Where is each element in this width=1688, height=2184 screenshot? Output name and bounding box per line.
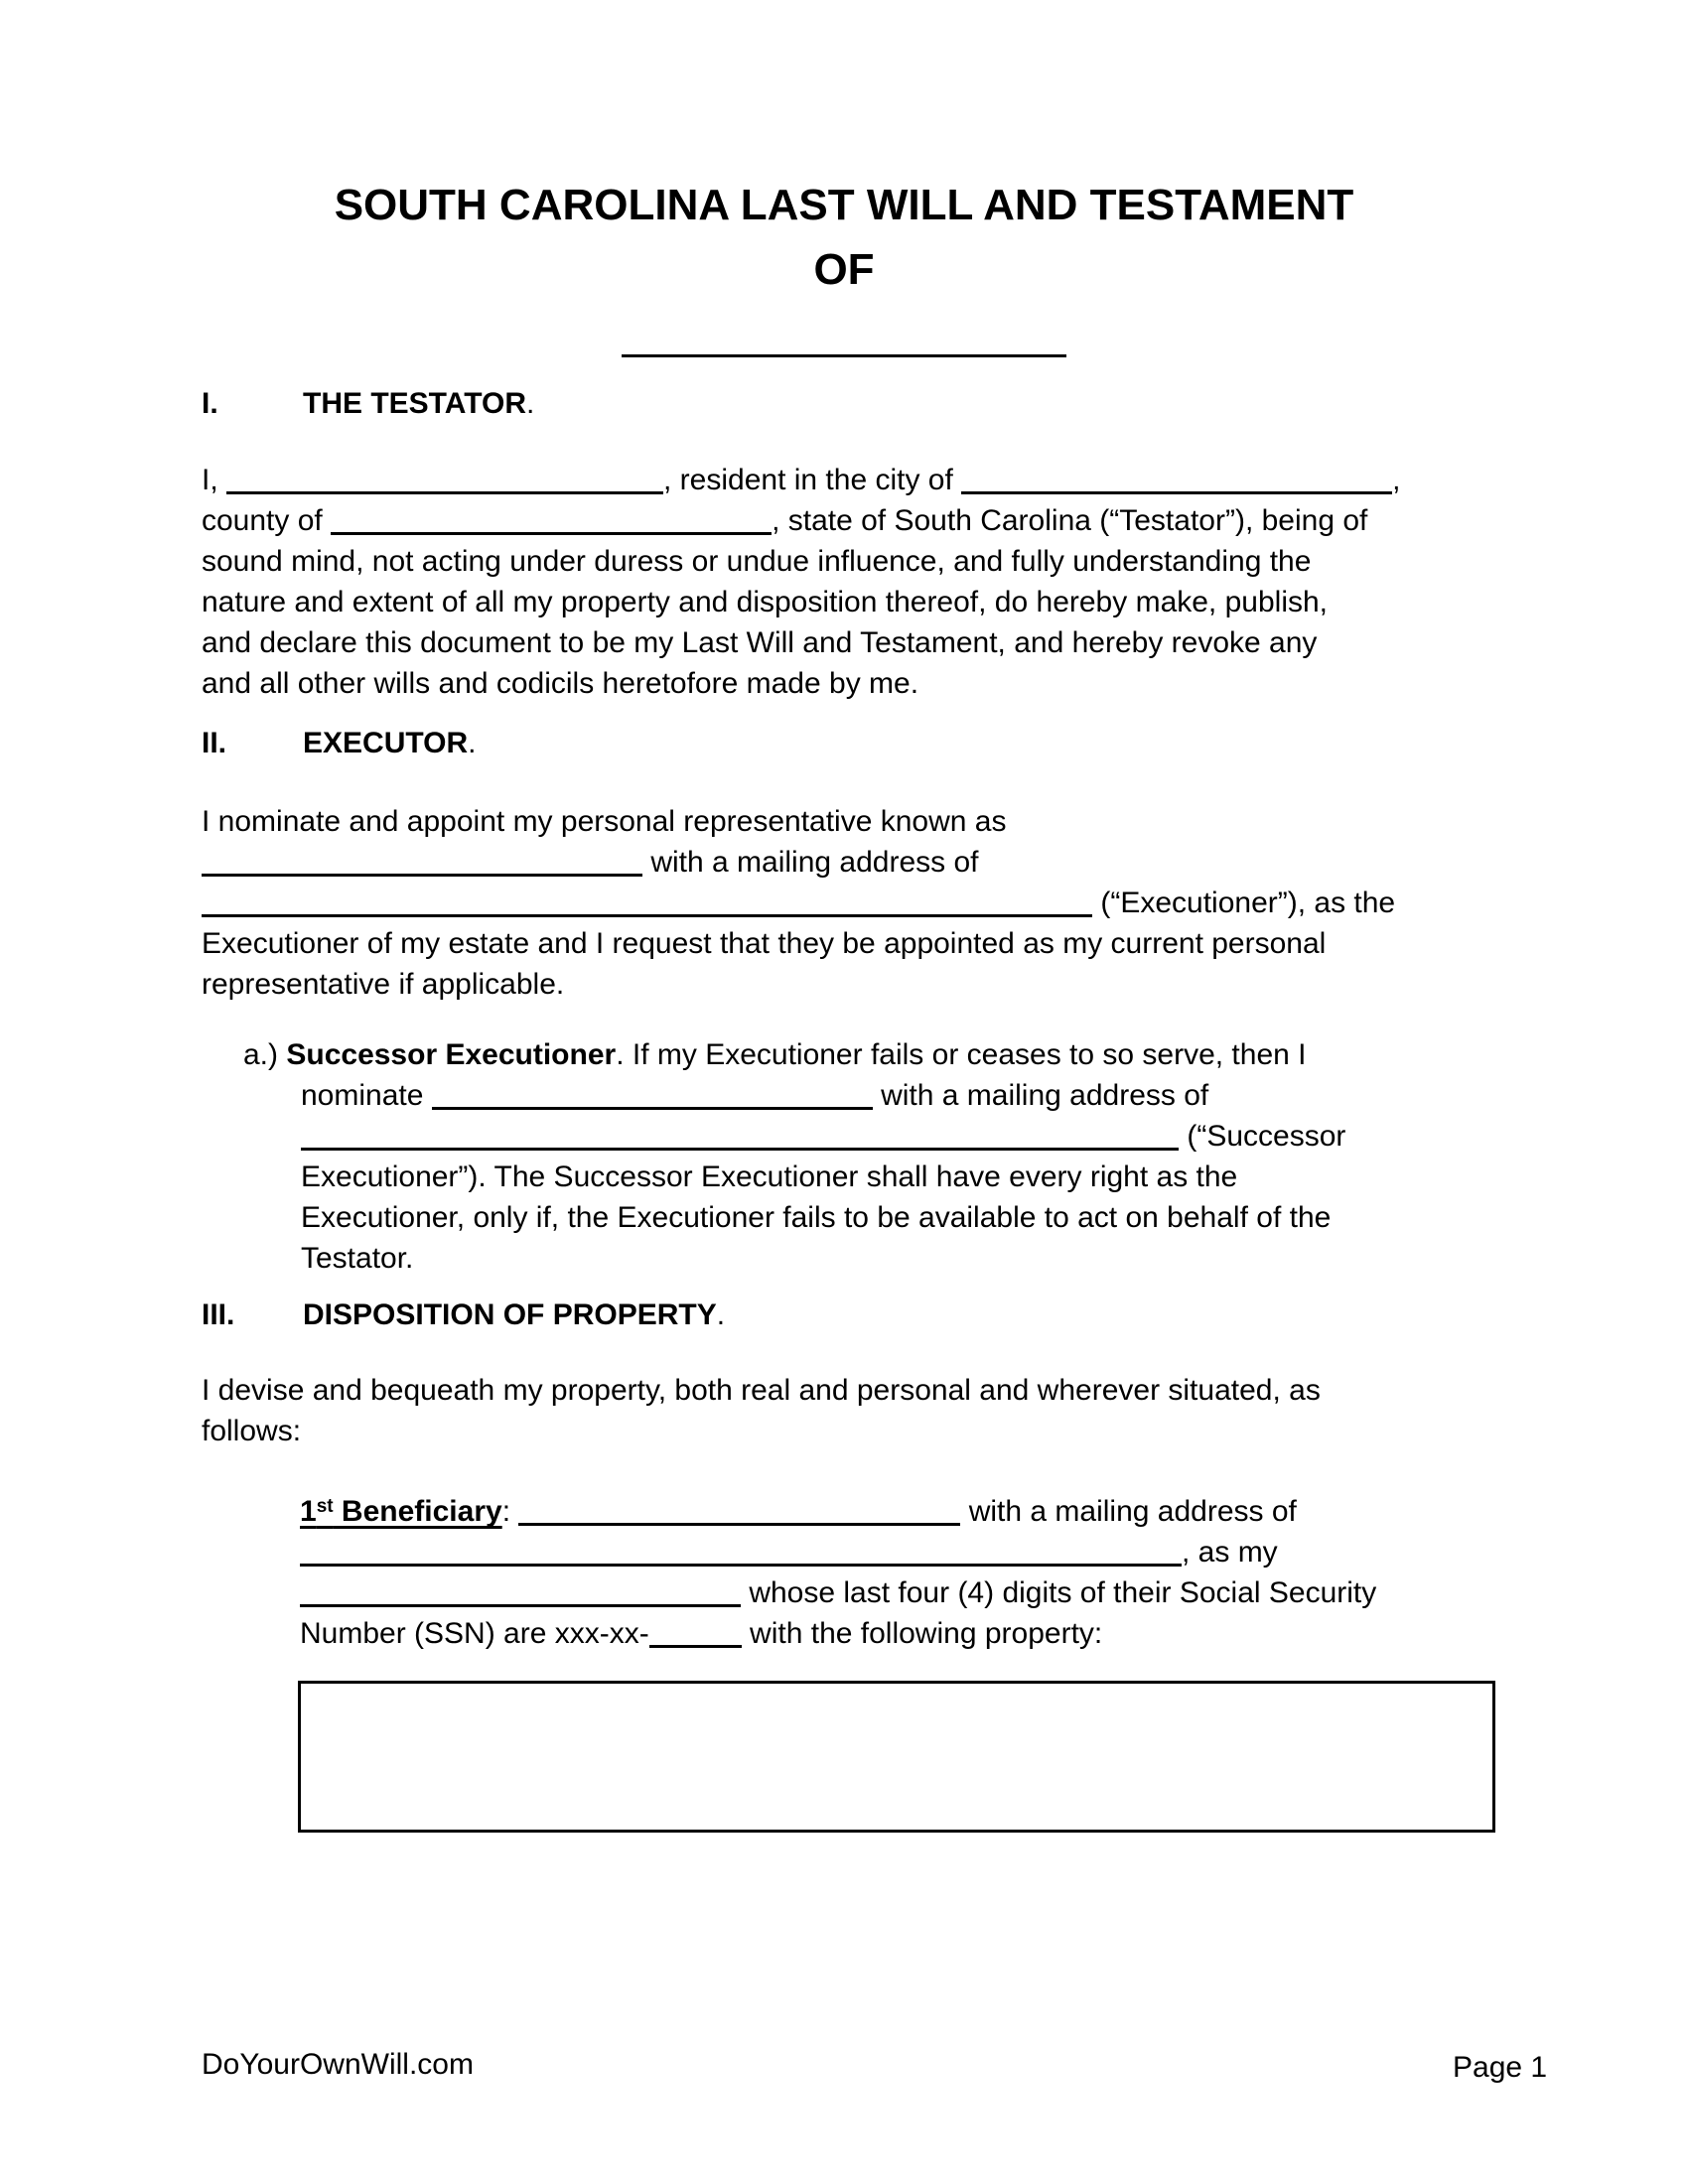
section-heading-disposition (202, 1295, 725, 1335)
text-line (300, 1532, 1501, 1572)
testator-paragraph (202, 460, 1502, 704)
text-segment: (“Successor (1179, 1120, 1346, 1153)
text-line: and declare this document to be my Last Will and Testament, and hereby revoke any (202, 626, 1318, 659)
successor-executioner-label: Successor Executioner (286, 1038, 617, 1071)
testator-name-inline-blank[interactable] (226, 487, 663, 494)
text-segment: with a mailing address of (642, 846, 979, 879)
testator-name-blank[interactable] (622, 354, 1066, 357)
text-line (202, 500, 1502, 541)
text-line (202, 460, 1502, 500)
text-segment: : (501, 1495, 519, 1528)
text-line: Executioner of my estate and I request that they be appointed as my current personal (202, 927, 1327, 960)
text-line (243, 1075, 1504, 1116)
footer-site-name: DoYourOwnWill.com (202, 2048, 474, 2081)
text-segment: . If my Executioner fails or ceases to so serve, then I (616, 1038, 1307, 1071)
text-segment: with a mailing address of (872, 1079, 1209, 1112)
document-title (0, 173, 1688, 302)
text-segment: (“Executioner”), as the (1092, 887, 1396, 919)
text-line: representative if applicable. (202, 968, 565, 1001)
text-segment: with a mailing address of (960, 1495, 1297, 1528)
text-line (300, 1613, 1501, 1654)
first-beneficiary-block (300, 1486, 1501, 1654)
list-marker: a.) (243, 1038, 287, 1071)
beneficiary-address-blank[interactable] (300, 1560, 1182, 1567)
successor-name-blank[interactable] (432, 1103, 873, 1110)
text-line (202, 842, 1502, 883)
executor-address-blank[interactable] (202, 910, 1092, 917)
section-number-testator: I. (202, 387, 218, 420)
city-blank[interactable] (961, 487, 1392, 494)
executor-name-blank[interactable] (202, 870, 642, 877)
disposition-paragraph (202, 1370, 1502, 1451)
text-line: Executioner”). The Successor Executioner shall have every right as the (301, 1160, 1238, 1193)
section-heading-testator (202, 383, 534, 424)
footer-page-number: Page 1 (1453, 2051, 1548, 2084)
document-title-line2: OF (813, 245, 875, 294)
first-beneficiary-label: 1st Beneficiary (300, 1495, 502, 1528)
beneficiary-property-box[interactable] (298, 1681, 1495, 1833)
text-line: follows: (202, 1415, 302, 1447)
text-line: nature and extent of all my property and disposition thereof, do hereby make, publish, (202, 586, 1329, 618)
county-blank[interactable] (331, 528, 772, 535)
text-segment: nominate (301, 1079, 432, 1112)
text-line (243, 1116, 1504, 1157)
text-segment: I, (202, 464, 227, 496)
document-title-line1: SOUTH CAROLINA LAST WILL AND TESTAMENT (334, 181, 1354, 229)
text-segment: county of (202, 504, 332, 537)
text-line (202, 883, 1502, 923)
beneficiary-relationship-blank[interactable] (300, 1600, 741, 1607)
text-segment: whose last four (4) digits of their Social Security (741, 1576, 1377, 1609)
text-segment: Number (SSN) are xxx-xx- (300, 1617, 649, 1650)
section-title-testator: THE TESTATOR. (303, 387, 535, 420)
section-heading-executor (202, 723, 477, 763)
text-segment: , (1392, 464, 1401, 496)
text-line: Executioner, only if, the Executioner fails to be available to act on behalf of the (301, 1201, 1332, 1234)
section-title-executor: EXECUTOR. (303, 727, 477, 759)
successor-executioner-item (243, 1034, 1504, 1279)
text-line: Testator. (301, 1242, 414, 1275)
successor-address-blank[interactable] (301, 1144, 1179, 1151)
text-segment: , resident in the city of (663, 464, 962, 496)
ordinal-superscript: st (316, 1496, 334, 1517)
beneficiary-name-blank[interactable] (518, 1519, 960, 1526)
text-segment: , as my (1182, 1536, 1278, 1569)
text-line: I nominate and appoint my personal representative known as (202, 805, 1007, 838)
executor-paragraph (202, 801, 1502, 1005)
section-number-disposition: III. (202, 1298, 235, 1331)
section-number-executor: II. (202, 727, 227, 759)
text-line: sound mind, not acting under duress or undue influence, and fully understanding the (202, 545, 1312, 578)
text-segment: with the following property: (741, 1617, 1103, 1650)
text-line (300, 1486, 1501, 1532)
text-segment: , state of South Carolina (“Testator”), being of (772, 504, 1368, 537)
section-title-disposition: DISPOSITION OF PROPERTY. (303, 1298, 726, 1331)
text-line (300, 1572, 1501, 1613)
text-line: I devise and bequeath my property, both real and personal and wherever situated, as (202, 1374, 1321, 1407)
text-line: and all other wills and codicils heretofore made by me. (202, 667, 919, 700)
text-line (243, 1034, 1504, 1075)
ssn-last-four-blank[interactable] (649, 1641, 742, 1648)
